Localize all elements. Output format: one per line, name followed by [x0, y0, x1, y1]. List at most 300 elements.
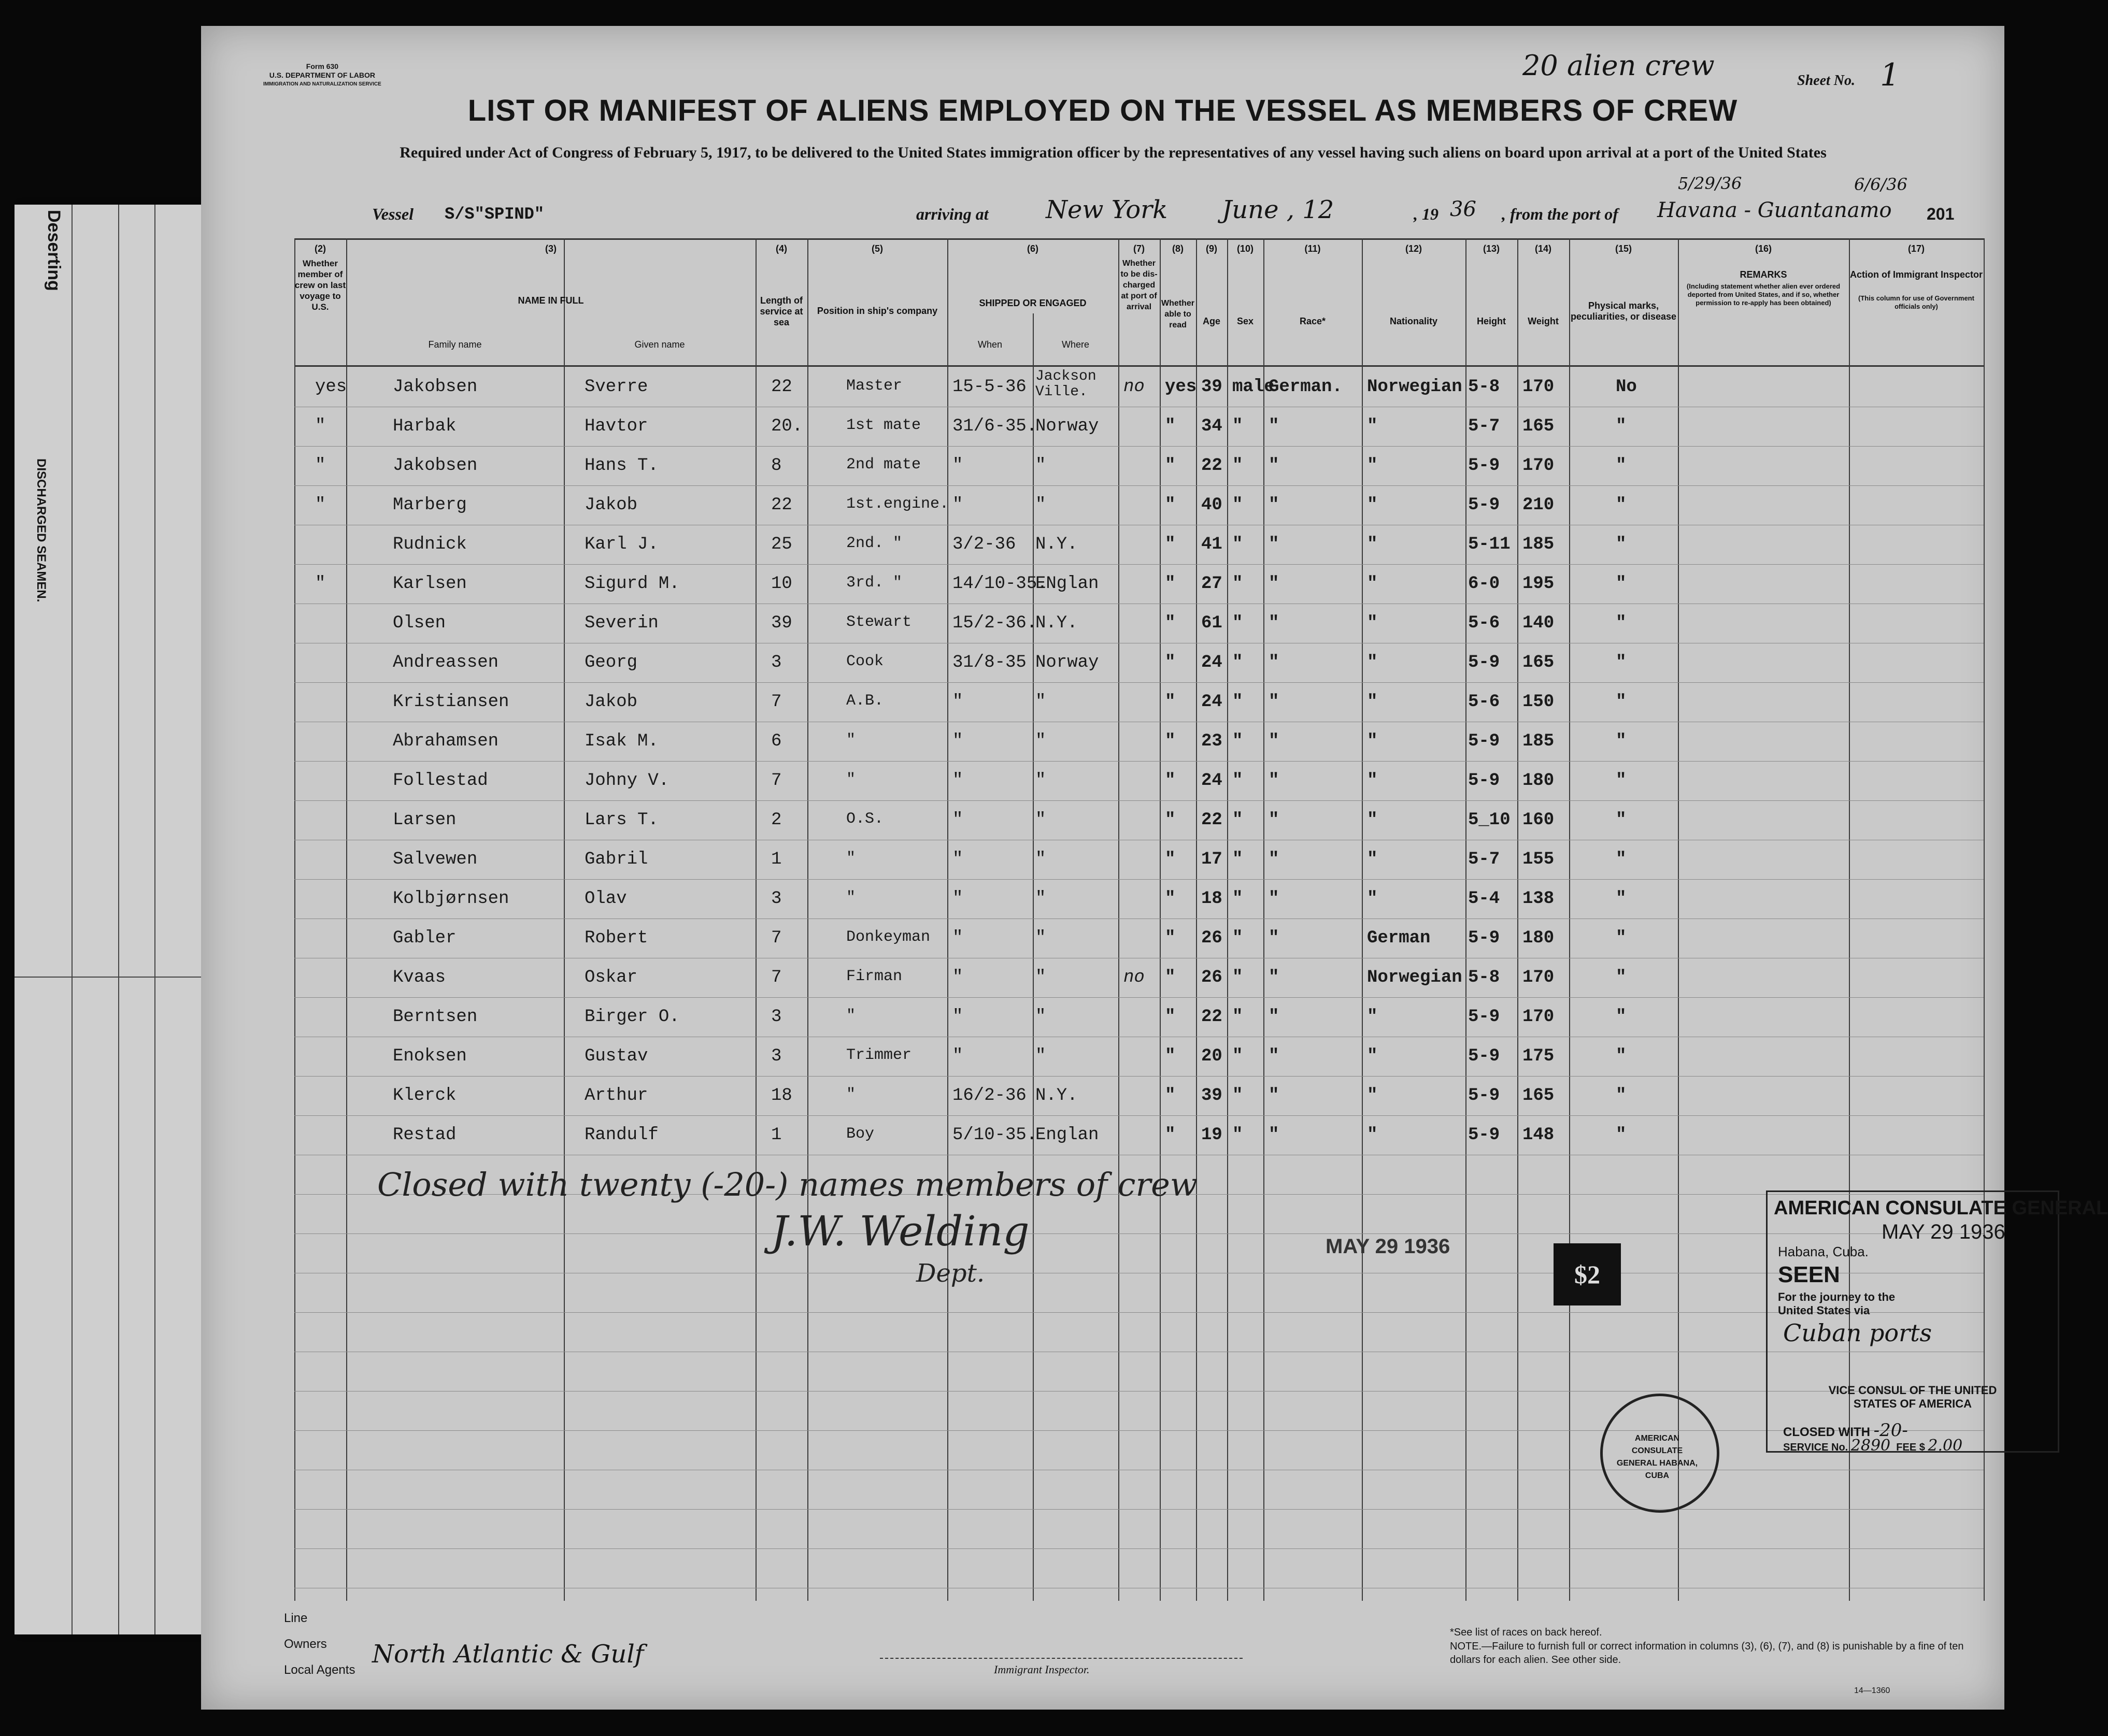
sex-cell: "	[1232, 968, 1243, 987]
stub-rule	[72, 205, 73, 1634]
shipped-where-cell: "	[1035, 771, 1046, 791]
nationality-cell: "	[1367, 1007, 1378, 1027]
age-cell: 40	[1201, 495, 1222, 515]
shipped-when-cell: "	[952, 850, 963, 869]
given-name-cell: Jakob	[585, 495, 638, 515]
row-rule	[294, 1312, 1984, 1313]
race-cell: "	[1269, 1046, 1279, 1066]
physical-marks-cell: "	[1616, 692, 1627, 712]
col-8-header: Whether able to read	[1161, 299, 1194, 329]
height-cell: 5-9	[1468, 653, 1500, 672]
stamp-service	[1783, 1437, 1962, 1455]
family-name-cell: Follestad	[393, 771, 488, 791]
stamp-for-journey: For the journey to the United States via	[1778, 1290, 1896, 1317]
height-cell: 5-9	[1468, 1046, 1500, 1066]
height-cell: 5-9	[1468, 495, 1500, 515]
stub-discharged-label: DISCHARGED SEAMEN.	[34, 458, 48, 602]
able-to-read-cell: "	[1165, 810, 1176, 830]
nationality-cell: Norwegian	[1367, 968, 1462, 987]
family-name-cell: Kolbjørnsen	[393, 889, 509, 909]
shipped-where-cell: N.Y.	[1035, 1086, 1078, 1106]
family-name-cell: Larsen	[393, 810, 457, 830]
crew-row	[294, 762, 1984, 801]
shipped-when-cell: "	[952, 889, 963, 909]
able-to-read-cell: "	[1165, 1046, 1176, 1066]
service-cell: 39	[771, 613, 792, 633]
given-name-cell: Robert	[585, 928, 648, 948]
col-4-header: Length of service at sea	[760, 295, 803, 327]
shipped-when-cell: "	[952, 810, 963, 830]
form-number: Form 630	[306, 62, 339, 70]
revenue-stamp	[1554, 1243, 1621, 1305]
age-cell: 26	[1201, 928, 1222, 948]
inspector-line	[880, 1658, 1243, 1659]
page-number: 201	[1927, 205, 1955, 223]
nationality-cell: "	[1367, 810, 1378, 830]
height-cell: 5-9	[1468, 771, 1500, 791]
col-11-header: Race*	[1299, 316, 1326, 326]
family-name-cell: Salvewen	[393, 850, 478, 869]
col-5-number: (5)	[872, 243, 883, 254]
given-name-cell: Severin	[585, 613, 659, 633]
col-17-number: (17)	[1907, 243, 1925, 254]
stub-rule	[118, 205, 119, 1634]
able-to-read-cell: "	[1165, 1086, 1176, 1106]
sex-cell: "	[1232, 928, 1243, 948]
fine-note: NOTE.—Failure to furnish full or correct information in columns (3), (6), (7), and (8) is punishable by a fine of ten dollars for each alien. See other side.	[1450, 1641, 1964, 1666]
position-cell: 3rd. "	[846, 574, 903, 592]
stub-rule	[154, 205, 155, 1634]
weight-cell: 155	[1522, 850, 1555, 869]
physical-marks-cell: "	[1616, 928, 1627, 948]
age-cell: 23	[1201, 731, 1222, 751]
shipped-when-cell: 15-5-36	[952, 377, 1027, 397]
race-cell: "	[1269, 535, 1279, 554]
shipped-where-cell: "	[1035, 456, 1046, 476]
position-cell: O.S.	[846, 810, 884, 828]
from-port: Havana - Guantanamo	[1657, 198, 1892, 222]
physical-marks-cell: "	[1616, 653, 1627, 672]
family-name-cell: Karlsen	[393, 574, 467, 594]
col-12-header: Nationality	[1389, 316, 1437, 326]
vessel-name: S/S"SPIND"	[445, 205, 545, 224]
nationality-cell: "	[1367, 850, 1378, 869]
col-17-header: Action of Immigrant Inspector	[1849, 269, 1983, 280]
height-cell: 5-7	[1468, 850, 1500, 869]
family-name-cell: Jakobsen	[393, 377, 478, 397]
age-cell: 24	[1201, 653, 1222, 672]
sex-cell: "	[1232, 653, 1243, 672]
shipped-when-cell: "	[952, 1007, 963, 1027]
col-7-number: (7)	[1133, 243, 1145, 254]
physical-marks-cell: "	[1616, 535, 1627, 554]
position-cell: "	[846, 850, 856, 867]
service-name: IMMIGRATION AND NATURALIZATION SERVICE	[263, 81, 381, 87]
physical-marks-cell: "	[1616, 771, 1627, 791]
shipped-when-cell: "	[952, 731, 963, 751]
sex-cell: male	[1232, 377, 1275, 397]
position-cell: Trimmer	[846, 1046, 912, 1064]
consulate-stamp	[1766, 1190, 2108, 1455]
race-cell: German.	[1269, 377, 1343, 397]
position-cell: 2nd mate	[846, 456, 921, 474]
sex-cell: "	[1232, 810, 1243, 830]
able-to-read-cell: "	[1165, 456, 1176, 476]
family-name-cell: Abrahamsen	[393, 731, 499, 751]
given-name-cell: Olav	[585, 889, 627, 909]
physical-marks-cell: "	[1616, 574, 1627, 594]
service-cell: 3	[771, 1007, 782, 1027]
position-cell: A.B.	[846, 692, 884, 710]
able-to-read-cell: "	[1165, 417, 1176, 436]
able-to-read-cell: "	[1165, 1125, 1176, 1145]
crew-row	[294, 447, 1984, 486]
given-name-cell: Karl J.	[585, 535, 659, 554]
position-cell: Boy	[846, 1125, 875, 1143]
col-13-number: (13)	[1483, 243, 1500, 254]
physical-marks-cell: "	[1616, 495, 1627, 515]
col-5-header: Position in ship's company	[817, 306, 938, 316]
given-name-cell: Sigurd M.	[585, 574, 680, 594]
last-voyage-cell: "	[315, 417, 326, 436]
able-to-read-cell: "	[1165, 574, 1176, 594]
position-cell: "	[846, 771, 856, 788]
weight-cell: 175	[1522, 1046, 1555, 1066]
stamp-date: MAY 29 1936	[1882, 1221, 2005, 1243]
table-top-rule	[294, 238, 1984, 240]
height-cell: 5-9	[1468, 928, 1500, 948]
position-cell: 1st.engine.	[846, 495, 949, 513]
nationality-cell: "	[1367, 1046, 1378, 1066]
given-name-cell: Gabril	[585, 850, 648, 869]
service-cell: 6	[771, 731, 782, 751]
physical-marks-cell: "	[1616, 613, 1627, 633]
year-suffix: 36	[1450, 197, 1476, 221]
owners-label: Owners	[284, 1637, 327, 1651]
row-rule	[294, 1233, 1984, 1234]
nationality-cell: "	[1367, 771, 1378, 791]
crew-table	[294, 238, 1984, 1601]
shipped-when-cell: "	[952, 968, 963, 987]
weight-cell: 170	[1522, 456, 1555, 476]
revenue-stamp-amount: $2	[1574, 1260, 1600, 1289]
shipped-where-cell: "	[1035, 810, 1046, 830]
stamp-consulate: AMERICAN CONSULATE GENERAL	[1774, 1197, 2108, 1219]
race-cell: "	[1269, 456, 1279, 476]
vessel-label: Vessel	[372, 205, 414, 223]
sex-cell: "	[1232, 889, 1243, 909]
shipped-where-cell: Norway	[1035, 653, 1099, 672]
officer-signature: J.W. Welding	[771, 1207, 1030, 1255]
sheet-number-label: Sheet No.	[1797, 73, 1855, 89]
col-9-number: (9)	[1206, 243, 1217, 254]
shipped-where-cell: Englan	[1035, 1125, 1099, 1145]
stamp-vice-consul: VICE CONSUL OF THE UNITED STATES OF AMERICA	[1828, 1384, 1997, 1410]
able-to-read-cell: "	[1165, 692, 1176, 712]
race-cell: "	[1269, 574, 1279, 594]
physical-marks-cell: "	[1616, 968, 1627, 987]
stamp-city: Habana, Cuba.	[1778, 1244, 1869, 1259]
given-name-header: Given name	[634, 339, 685, 350]
age-cell: 24	[1201, 771, 1222, 791]
signature-title: Dept.	[916, 1259, 985, 1288]
service-cell: 22	[771, 377, 792, 397]
service-cell: 3	[771, 1046, 782, 1066]
owners-value: North Atlantic & Gulf	[372, 1640, 644, 1669]
race-cell: "	[1269, 1086, 1279, 1106]
service-cell: 1	[771, 1125, 782, 1145]
from-port-label: , from the port of	[1502, 205, 1618, 223]
family-name-cell: Enoksen	[393, 1046, 467, 1066]
sex-cell: "	[1232, 1007, 1243, 1027]
shipped-when-cell: "	[952, 928, 963, 948]
sex-cell: "	[1232, 1046, 1243, 1066]
height-cell: 5-8	[1468, 377, 1500, 397]
race-cell: "	[1269, 968, 1279, 987]
shipped-when-cell: 3/2-36	[952, 535, 1016, 554]
weight-cell: 150	[1522, 692, 1555, 712]
physical-marks-cell: "	[1616, 810, 1627, 830]
crew-row	[294, 683, 1984, 722]
stamp-service-label: SERVICE No.	[1783, 1442, 1848, 1453]
stamp-fee: 2.00	[1928, 1437, 1963, 1455]
weight-cell: 170	[1522, 1007, 1555, 1027]
nationality-cell: "	[1367, 1125, 1378, 1145]
shipped-when-cell: 16/2-36	[952, 1086, 1027, 1106]
height-cell: 5-8	[1468, 968, 1500, 987]
row-rule	[294, 1509, 1984, 1510]
print-code: 14—1360	[1854, 1686, 1890, 1695]
races-note: *See list of races on back hereof.	[1450, 1627, 1602, 1638]
physical-marks-cell: No	[1616, 377, 1637, 397]
height-cell: 5-6	[1468, 692, 1500, 712]
crew-row	[294, 919, 1984, 958]
given-name-cell: Randulf	[585, 1125, 659, 1145]
shipped-when-cell: "	[952, 692, 963, 712]
position-cell: 2nd. "	[846, 535, 903, 552]
age-cell: 26	[1201, 968, 1222, 987]
family-name-cell: Harbak	[393, 417, 457, 436]
given-name-cell: Havtor	[585, 417, 648, 436]
sex-cell: "	[1232, 535, 1243, 554]
given-name-cell: Lars T.	[585, 810, 659, 830]
shipped-where-cell: "	[1035, 889, 1046, 909]
page-title: LIST OR MANIFEST OF ALIENS EMPLOYED ON THE VESSEL AS MEMBERS OF CREW	[467, 94, 1738, 127]
nationality-cell: "	[1367, 889, 1378, 909]
position-cell: "	[846, 889, 856, 907]
discharged-cell: no	[1123, 968, 1145, 987]
race-cell: "	[1269, 1007, 1279, 1027]
age-cell: 17	[1201, 850, 1222, 869]
height-cell: 5-9	[1468, 1086, 1500, 1106]
date-note-1: 5/29/36	[1678, 174, 1742, 193]
form-header	[263, 62, 381, 89]
shipped-when-cell: 5/10-35.	[952, 1125, 1037, 1145]
able-to-read-cell: "	[1165, 731, 1176, 751]
height-cell: 5-9	[1468, 1125, 1500, 1145]
nationality-cell: "	[1367, 417, 1378, 436]
physical-marks-cell: "	[1616, 1125, 1627, 1145]
age-cell: 39	[1201, 377, 1222, 397]
col-4-number: (4)	[776, 243, 787, 254]
position-cell: Stewart	[846, 613, 912, 631]
age-cell: 61	[1201, 613, 1222, 633]
year-prefix: , 19	[1414, 205, 1438, 223]
last-voyage-cell: "	[315, 574, 326, 594]
height-cell: 5-11	[1468, 535, 1511, 554]
family-name-cell: Klerck	[393, 1086, 457, 1106]
given-name-cell: Gustav	[585, 1046, 648, 1066]
able-to-read-cell: "	[1165, 771, 1176, 791]
shipped-where-cell: N.Y.	[1035, 535, 1078, 554]
crew-row	[294, 998, 1984, 1037]
race-cell: "	[1269, 771, 1279, 791]
line-label: Line	[284, 1611, 308, 1625]
height-cell: 6-0	[1468, 574, 1500, 594]
col-16-number: (16)	[1755, 243, 1772, 254]
family-name-header: Family name	[428, 339, 482, 350]
shipped-where-cell: "	[1035, 968, 1046, 987]
age-cell: 41	[1201, 535, 1222, 554]
shipped-when-cell: 31/8-35	[952, 653, 1027, 672]
stamp-closed-with-value: -20-	[1873, 1420, 1908, 1441]
col-2-number: (2)	[315, 243, 326, 254]
date-note-2: 6/6/36	[1854, 175, 1907, 194]
shipped-where-cell: Norway	[1035, 417, 1099, 436]
able-to-read-cell: "	[1165, 1007, 1176, 1027]
weight-cell: 165	[1522, 653, 1555, 672]
weight-cell: 180	[1522, 928, 1555, 948]
page-subtitle: Required under Act of Congress of February 5, 1917, to be delivered to the United States immigration officer by the representatives of any vessel having such aliens on board upon arrival at a port of the United States	[400, 144, 1827, 161]
where-header: Where	[1061, 339, 1089, 350]
physical-marks-cell: "	[1616, 731, 1627, 751]
race-cell: "	[1269, 1125, 1279, 1145]
col-10-header: Sex	[1236, 316, 1254, 326]
nationality-cell: "	[1367, 495, 1378, 515]
given-name-cell: Hans T.	[585, 456, 659, 476]
crew-row	[294, 525, 1984, 565]
alien-crew-annotation: 20 alien crew	[1522, 49, 1715, 82]
nationality-cell: "	[1367, 692, 1378, 712]
crew-row	[294, 565, 1984, 604]
seal-text: AMERICAN CONSULATE GENERAL HABANA, CUBA	[1616, 1434, 1698, 1480]
age-cell: 20	[1201, 1046, 1222, 1066]
nationality-cell: "	[1367, 574, 1378, 594]
consulate-seal	[1600, 1394, 1719, 1513]
arrival-date: June , 12	[1222, 195, 1334, 224]
crew-row	[294, 604, 1984, 643]
discharged-cell: no	[1123, 377, 1145, 397]
sex-cell: "	[1232, 731, 1243, 751]
col-3-number: (3)	[545, 243, 557, 254]
arriving-label: arriving at	[916, 205, 989, 223]
shipped-where-cell: "	[1035, 731, 1046, 751]
race-cell: "	[1269, 417, 1279, 436]
agents-label: Local Agents	[284, 1663, 355, 1677]
age-cell: 22	[1201, 456, 1222, 476]
weight-cell: 138	[1522, 889, 1555, 909]
weight-cell: 210	[1522, 495, 1555, 515]
shipped-where-cell: "	[1035, 1046, 1046, 1066]
position-cell: "	[846, 1086, 856, 1103]
physical-marks-cell: "	[1616, 850, 1627, 869]
height-cell: 5_10	[1468, 810, 1511, 830]
service-cell: 25	[771, 535, 792, 554]
stamp-date-fragment: MAY 29 1936	[1326, 1235, 1450, 1258]
last-voyage-cell: "	[315, 456, 326, 476]
crew-row	[294, 840, 1984, 880]
weight-cell: 165	[1522, 1086, 1555, 1106]
race-cell: "	[1269, 692, 1279, 712]
crew-row	[294, 801, 1984, 840]
sex-cell: "	[1232, 1125, 1243, 1145]
able-to-read-cell: "	[1165, 535, 1176, 554]
service-cell: 3	[771, 653, 782, 672]
height-cell: 5-4	[1468, 889, 1500, 909]
col-2-header: Whether member of crew on last voyage to U.S.	[294, 259, 346, 312]
weight-cell: 170	[1522, 377, 1555, 397]
arrival-port: New York	[1046, 195, 1168, 224]
shipped-when-cell: 15/2-36.	[952, 613, 1037, 633]
service-cell: 7	[771, 771, 782, 791]
crew-row	[294, 722, 1984, 762]
nationality-cell: "	[1367, 535, 1378, 554]
position-cell: 1st mate	[846, 417, 921, 434]
shipped-where-cell: Jackson Ville.	[1035, 368, 1096, 400]
crew-row	[294, 407, 1984, 447]
weight-cell: 148	[1522, 1125, 1555, 1145]
last-voyage-cell: "	[315, 495, 326, 515]
closing-note: Closed with twenty (-20-) names members of crew	[377, 1166, 1198, 1203]
family-name-cell: Marberg	[393, 495, 467, 515]
able-to-read-cell: "	[1165, 495, 1176, 515]
shipped-where-cell: N.Y.	[1035, 613, 1078, 633]
row-rule	[294, 1430, 1984, 1431]
height-cell: 5-9	[1468, 1007, 1500, 1027]
able-to-read-cell: "	[1165, 928, 1176, 948]
crew-row	[294, 1037, 1984, 1077]
col-15-number: (15)	[1615, 243, 1632, 254]
age-cell: 24	[1201, 692, 1222, 712]
shipped-when-cell: "	[952, 771, 963, 791]
col-10-number: (10)	[1236, 243, 1254, 254]
crew-row	[294, 1116, 1984, 1155]
nationality-cell: German	[1367, 928, 1431, 948]
shipped-when-cell: 14/10-35.	[952, 574, 1048, 594]
when-header: When	[977, 339, 1003, 350]
col-16-note: (Including statement whether alien ever ordered deported from United States, and if so, whether permission to re-apply has been obtained)	[1686, 282, 1841, 307]
service-cell: 7	[771, 928, 782, 948]
position-cell: Cook	[846, 653, 884, 670]
service-cell: 2	[771, 810, 782, 830]
col-9-header: Age	[1202, 316, 1220, 326]
service-cell: 8	[771, 456, 782, 476]
shipped-when-cell: "	[952, 456, 963, 476]
family-name-cell: Gabler	[393, 928, 457, 948]
sex-cell: "	[1232, 1086, 1243, 1106]
col-13-header: Height	[1477, 316, 1506, 326]
col-15-header: Physical marks, peculiarities, or disease	[1570, 300, 1677, 322]
stamp-closed-with-label: CLOSED WITH	[1783, 1425, 1870, 1439]
service-cell: 7	[771, 968, 782, 987]
height-cell: 5-9	[1468, 731, 1500, 751]
sex-cell: "	[1232, 771, 1243, 791]
height-cell: 5-7	[1468, 417, 1500, 436]
given-name-cell: Sverre	[585, 377, 648, 397]
shipped-where-cell: "	[1035, 850, 1046, 869]
able-to-read-cell: "	[1165, 968, 1176, 987]
sex-cell: "	[1232, 850, 1243, 869]
